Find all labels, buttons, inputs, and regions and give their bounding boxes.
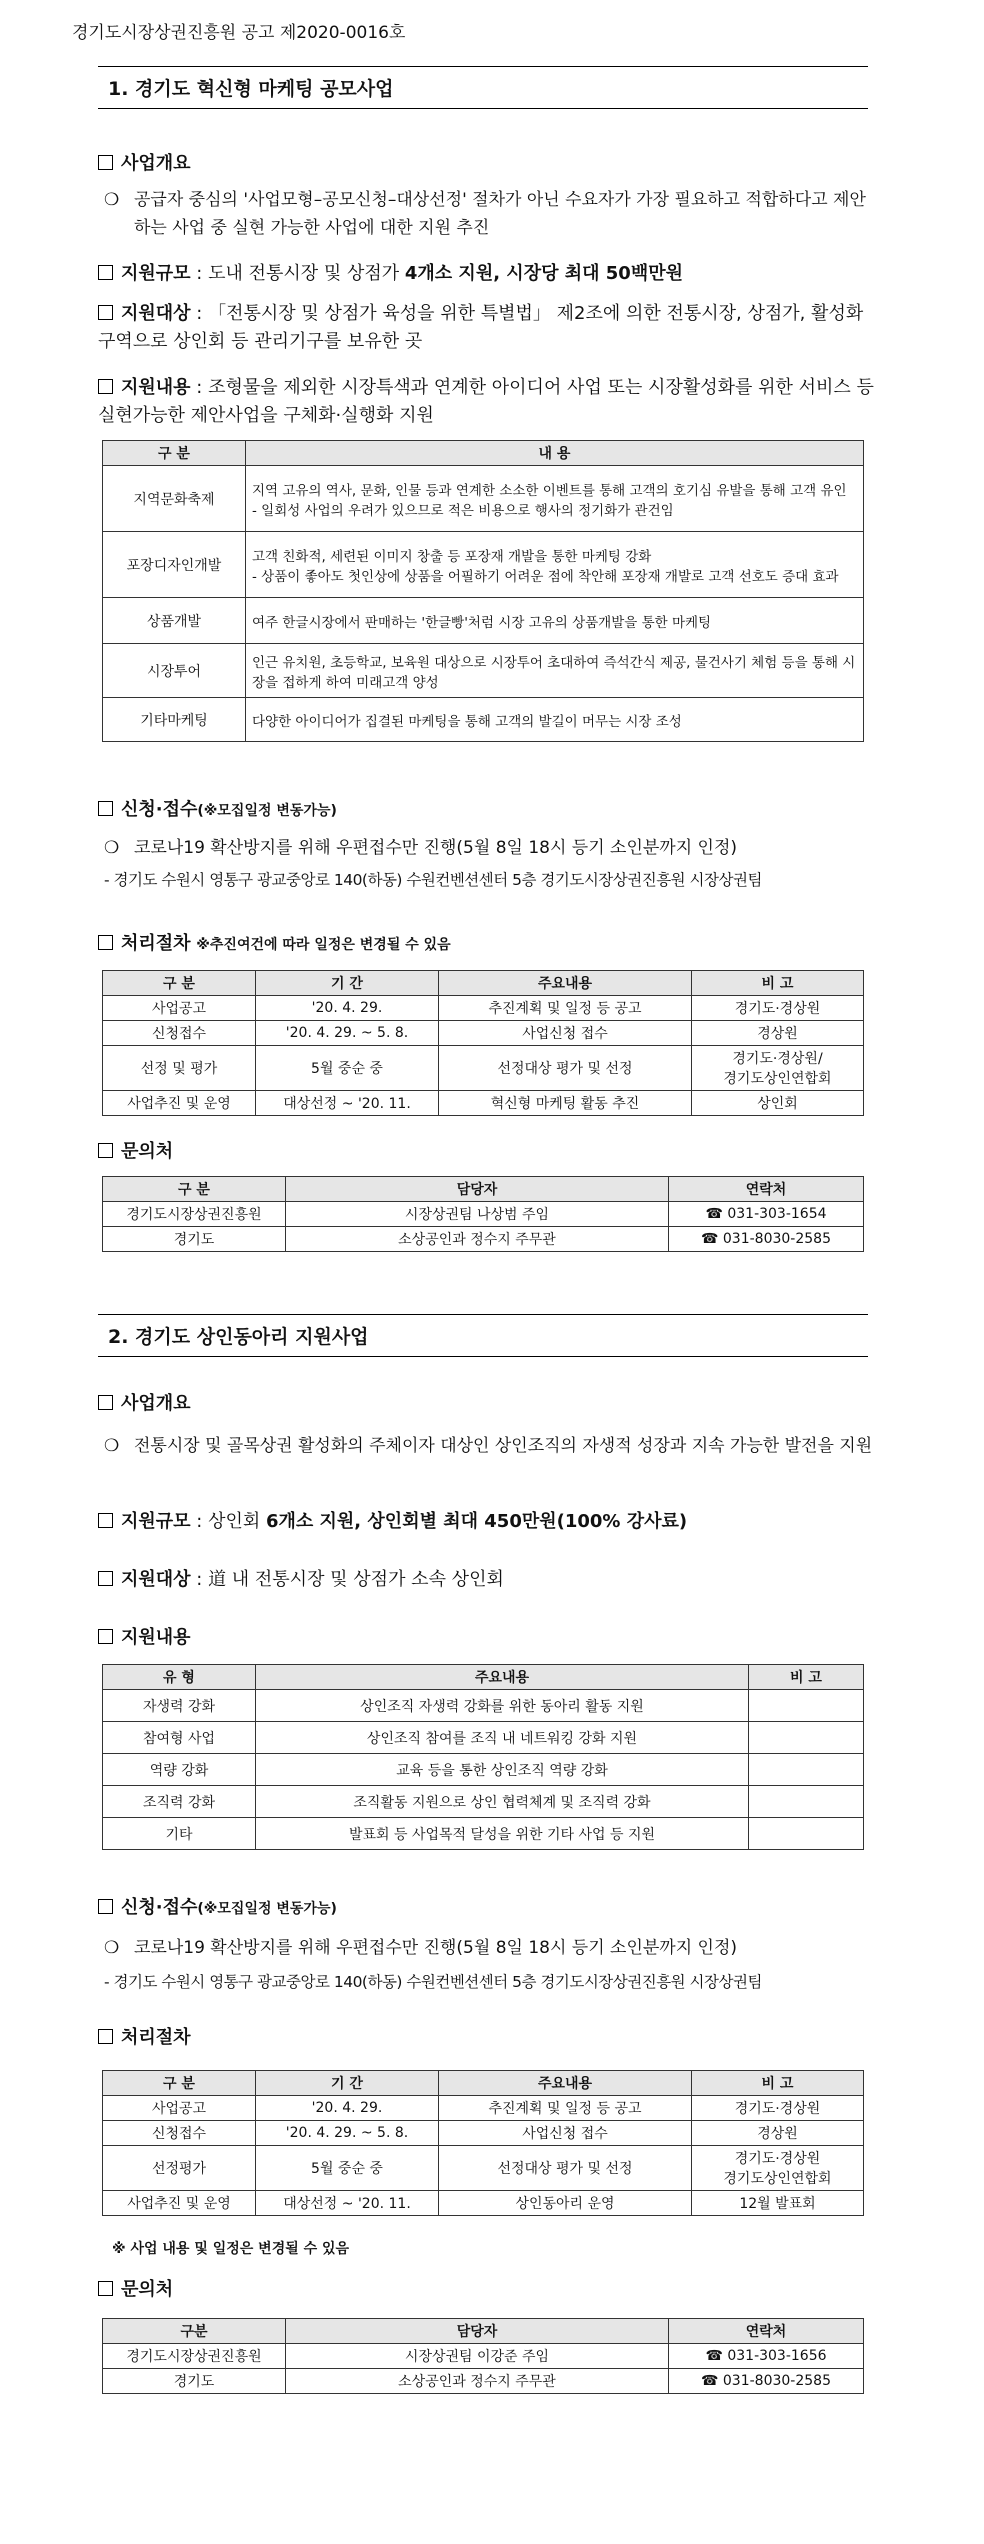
table-row: 기타마케팅 다양한 아이디어가 집결된 마케팅을 통해 고객의 발길이 머무는 시장 조성 [103,698,864,742]
s1-content-table [102,440,864,742]
table-header: 구 분 [103,971,256,996]
checkbox-square-icon [98,1513,113,1528]
circle-bullet-icon: ❍ [104,1436,120,1456]
checkbox-square-icon [98,935,113,950]
table-header: 구 분 [103,441,246,466]
circle-bullet-icon: ❍ [104,190,120,210]
table-row: 경기도 소상공인과 정수지 주무관 ☎ 031-8030-2585 [103,2369,864,2394]
table-header: 비 고 [692,2071,864,2096]
s1-overview-text: ❍ 공급자 중심의 '사업모형–공모신청–대상선정' 절차가 아닌 수요자가 가장 필요하고 적합하다고 제안하는 사업 중 실현 가능한 사업에 대한 지원 추진 [104,186,874,242]
table-header: 주요내용 [256,1665,749,1690]
divider [98,66,868,67]
table-header: 구 분 [103,1177,286,1202]
table-row: 지역문화축제 지역 고유의 역사, 문화, 인물 등과 연계한 소소한 이벤트를 통해 고객의 호기심 유발을 통해 고객 유인 - 일회성 사업의 우려가 있으므로 적은 비용으로 행사의 정기화가 관건임 [103,466,864,532]
s2-content-table [102,1664,864,1850]
s1-contact-heading: 문의처 [98,1138,878,1166]
table-row: 조직력 강화 조직활동 지원으로 상인 협력체계 및 조직력 강화 [103,1786,864,1818]
table-row: 선정평가 5월 중순 중 선정대상 평가 및 선정 경기도·경상원 경기도상인연합회 [103,2146,864,2191]
s2-proc-heading: 처리절차 [98,2024,878,2052]
s2-contact-heading: 문의처 [98,2276,878,2304]
section1-title: 1. 경기도 혁신형 마케팅 공모사업 [108,78,394,100]
table-row: 포장디자인개발 고객 친화적, 세련된 이미지 창출 등 포장재 개발을 통한 마케팅 강화 - 상품이 좋아도 첫인상에 상품을 어필하기 어려운 점에 착안해 포장재 개발로 고객 선호도 증대 효과 [103,532,864,598]
s2-proc-note: ※ 사업 내용 및 일정은 변경될 수 있음 [112,2241,350,2257]
s2-scale: 지원규모 : 상인회 6개소 지원, 상인회별 최대 450만원(100% 강사료) [98,1508,878,1536]
table-row: 경기도 소상공인과 정수지 주무관 ☎ 031-8030-2585 [103,1227,864,1252]
table-header: 구 분 [103,2071,256,2096]
s1-apply-text: ❍ 코로나19 확산방지를 위해 우편접수만 진행(5월 8일 18시 등기 소인분까지 인정) [104,834,864,862]
table-header: 기 간 [256,2071,439,2096]
table-header: 내 용 [246,441,864,466]
table-header: 주요내용 [439,2071,692,2096]
s1-process-table [102,970,864,1116]
checkbox-square-icon [98,1395,113,1410]
s2-apply-address: - 경기도 수원시 영통구 광교중앙로 140(하동) 수원컨벤션센터 5층 경기도시장상권진흥원 시장상권팀 [104,1973,762,1991]
checkbox-square-icon [98,155,113,170]
checkbox-square-icon [98,2029,113,2044]
checkbox-square-icon [98,305,113,320]
table-header: 비 고 [692,971,864,996]
s1-apply-heading: 신청·접수(※모집일정 변동가능) [98,796,878,825]
table-row: 선정 및 평가 5월 중순 중 선정대상 평가 및 선정 경기도·경상원/ 경기도상인연합회 [103,1046,864,1091]
table-row: 기타 발표회 등 사업목적 달성을 위한 기타 사업 등 지원 [103,1818,864,1850]
checkbox-square-icon [98,1899,113,1914]
checkbox-square-icon [98,2281,113,2296]
table-row: 시장투어 인근 유치원, 초등학교, 보육원 대상으로 시장투어 초대하여 즉석간식 제공, 물건사기 체험 등을 통해 시장을 접하게 하여 미래고객 양성 [103,644,864,698]
divider [98,108,868,109]
s2-overview-heading: 사업개요 [98,1390,878,1418]
table-header: 담당자 [286,2319,669,2344]
circle-bullet-icon: ❍ [104,1938,120,1958]
section2-title: 2. 경기도 상인동아리 지원사업 [108,1326,369,1348]
circle-bullet-icon: ❍ [104,838,120,858]
checkbox-square-icon [98,801,113,816]
table-row: 상품개발 여주 한글시장에서 판매하는 '한글빵'처럼 시장 고유의 상품개발을 통한 마케팅 [103,598,864,644]
table-row: 역량 강화 교육 등을 통한 상인조직 역량 강화 [103,1754,864,1786]
checkbox-square-icon [98,265,113,280]
table-row: 신청접수 '20. 4. 29. ~ 5. 8. 사업신청 접수 경상원 [103,1021,864,1046]
s1-apply-address: - 경기도 수원시 영통구 광교중앙로 140(하동) 수원컨벤션센터 5층 경기도시장상권진흥원 시장상권팀 [104,871,762,889]
s1-contact-table [102,1176,864,1252]
table-row: 사업추진 및 운영 대상선정 ~ '20. 11. 혁신형 마케팅 활동 추진 상인회 [103,1091,864,1116]
s2-contact-table [102,2318,864,2394]
table-row: 사업공고 '20. 4. 29. 추진계획 및 일정 등 공고 경기도·경상원 [103,2096,864,2121]
s2-target: 지원대상 : 道 내 전통시장 및 상점가 소속 상인회 [98,1566,878,1594]
s2-overview-text: ❍ 전통시장 및 골목상권 활성화의 주체이자 대상인 상인조직의 자생적 성장과 지속 가능한 발전을 지원 [104,1432,874,1460]
table-row: 경기도시장상권진흥원 시장상권팀 나상범 주임 ☎ 031-303-1654 [103,1202,864,1227]
checkbox-square-icon [98,1143,113,1158]
divider [98,1356,868,1357]
notice-number: 경기도시장상권진흥원 공고 제2020-0016호 [72,23,406,43]
checkbox-square-icon [98,1571,113,1586]
table-row: 참여형 사업 상인조직 참여를 조직 내 네트워킹 강화 지원 [103,1722,864,1754]
table-header: 연락처 [669,1177,864,1202]
s2-apply-text: ❍ 코로나19 확산방지를 위해 우편접수만 진행(5월 8일 18시 등기 소인분까지 인정) [104,1934,864,1962]
table-header: 기 간 [256,971,439,996]
s2-process-table [102,2070,864,2216]
table-row: 사업공고 '20. 4. 29. 추진계획 및 일정 등 공고 경기도·경상원 [103,996,864,1021]
table-header: 구분 [103,2319,286,2344]
s1-overview-heading: 사업개요 [98,150,878,178]
checkbox-square-icon [98,1629,113,1644]
table-header: 담당자 [286,1177,669,1202]
table-header: 유 형 [103,1665,256,1690]
table-header: 연락처 [669,2319,864,2344]
table-row: 사업추진 및 운영 대상선정 ~ '20. 11. 상인동아리 운영 12월 발표회 [103,2191,864,2216]
table-row: 신청접수 '20. 4. 29. ~ 5. 8. 사업신청 접수 경상원 [103,2121,864,2146]
s1-content: 지원내용 : 조형물을 제외한 시장특색과 연계한 아이디어 사업 또는 시장활성화를 위한 서비스 등 실현가능한 제안사업을 구체화·실행화 지원 [98,377,874,426]
s1-target: 지원대상 : 「전통시장 및 상점가 육성을 위한 특별법」 제2조에 의한 전통시장, 상점가, 활성화 구역으로 상인회 등 관리기구를 보유한 곳 [98,303,864,352]
s1-proc-heading: 처리절차 ※추진여건에 따라 일정은 변경될 수 있음 [98,930,878,959]
table-row: 자생력 강화 상인조직 자생력 강화를 위한 동아리 활동 지원 [103,1690,864,1722]
table-row: 경기도시장상권진흥원 시장상권팀 이강준 주임 ☎ 031-303-1656 [103,2344,864,2369]
divider [98,1314,868,1315]
checkbox-square-icon [98,379,113,394]
s2-apply-heading: 신청·접수(※모집일정 변동가능) [98,1894,878,1923]
table-header: 주요내용 [439,971,692,996]
s2-content-heading: 지원내용 [98,1624,878,1652]
table-header: 비 고 [749,1665,864,1690]
s1-scale: 지원규모 : 도내 전통시장 및 상점가 4개소 지원, 시장당 최대 50백만원 [98,260,878,288]
